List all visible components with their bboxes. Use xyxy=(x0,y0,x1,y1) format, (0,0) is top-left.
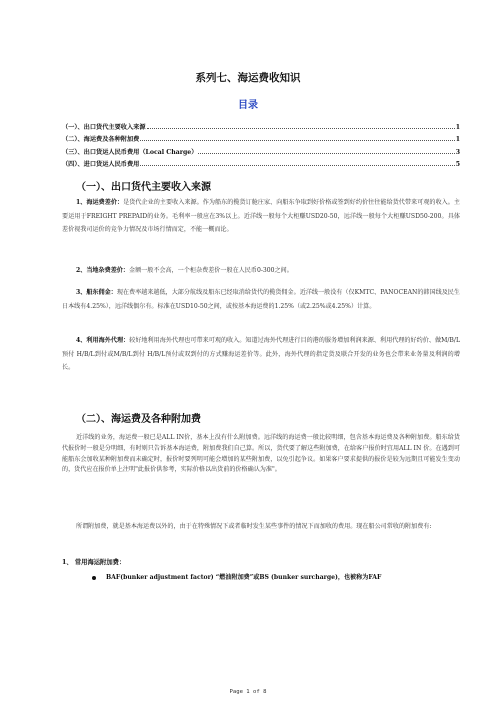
paragraph-surcharge-overview xyxy=(62,433,460,476)
toc-entry-label: （一）、出口货代主要收入来源 xyxy=(62,123,146,131)
toc-entry[interactable] xyxy=(62,143,460,156)
section-heading-income: （一）、出口货代主要收入来源 xyxy=(76,182,211,193)
paragraph-text: 现在费率越来越低，大部分航线及船东已经取消给货代的揽货佣金。近洋线一般没有（仅KMTC、PANOCEAN的韩国线及民生日本线有4.25%），远洋线偶尔有。标准在USD10-50之间，或按基本海运费的1.25%（或2.25%或4.25%）计算。 xyxy=(62,289,460,310)
toc-entry-label: （四）、进口货运人民币费用 xyxy=(62,161,140,168)
toc-entry-page: 1 xyxy=(455,136,460,143)
paragraph-carrier-commission xyxy=(62,286,460,313)
paragraph-label: 4、利用海外代理： xyxy=(76,337,130,344)
toc-heading: 目录 xyxy=(238,100,258,111)
paragraph-local-charges-margin xyxy=(62,264,460,278)
paragraph-label: 3、船东佣金： xyxy=(76,289,117,296)
toc-entry-page: 1 xyxy=(455,123,460,131)
toc-entry-page: 5 xyxy=(455,161,460,168)
section-heading-surcharges: （二）、海运费及各种附加费 xyxy=(76,414,201,425)
toc-entry-page: 3 xyxy=(455,148,460,156)
bullet-text: BAF(bunker adjustment factor) “燃油附加费”或BS (bunker surcharge)，也被称为FAF xyxy=(106,574,382,581)
paragraph-text: 近洋线的业务，海运费一般已是ALL IN价，基本上没有什么附加费。远洋线的海运费一般比较明细，包含基本海运费及各种附加费。船东给货代报价时一般是分明细，有时则只告诉基本海运费，附加费我们自己算。所以，货代要了解这些附加费，在给客户报价时宜用ALL IN 价。在遇到可能船东会加收某种附加费而未确定时，报价时要列明可能会增加的某些附加费，以免引起争议。如果客户要求提供的报价是较为远期且可能发生变动的，货代应在报价单上注明"此报价供参考，实际价格以出货前的价格确认为准"。 xyxy=(62,434,460,474)
paragraph-label: 2、当地杂费差价： xyxy=(76,267,129,274)
paragraph-text: 较好地利用海外代理也可带来可观的收入。知道过海外代理进行目的港的服务增加利润来源、利用代理的好约价、做M/B/L预付 H/B/L到付或M/B/L到付 H/B/L预付或双到付的方式赚海运差价等。此外，海外代理的指定货及联合开发的业务也会带来业务量及利润的增长。 xyxy=(62,337,460,372)
toc-leader-dots xyxy=(140,165,454,166)
paragraph-surcharge-definition xyxy=(62,522,460,533)
document-title: 系列七、海运费收知识 xyxy=(195,72,301,84)
paragraph-text: 金额一般不会高，一个柜杂费差价一般在人民币0-300之间。 xyxy=(129,267,293,274)
list-item-common-surcharges: 1、 常用海运附加费： xyxy=(62,559,126,566)
page-footer: Page 1 of 8 xyxy=(229,689,267,695)
toc-leader-dots xyxy=(198,153,454,154)
table-of-contents xyxy=(62,118,460,168)
paragraph-overseas-agents xyxy=(62,334,460,375)
toc-entry[interactable] xyxy=(62,118,460,131)
toc-leader-dots xyxy=(140,140,454,141)
toc-entry-label: （二）、海运费及各种附加费 xyxy=(62,136,140,143)
paragraph-text: 所谓附加费，就是基本海运费以外的，由于在特殊情况下或者临时发生某些事件的情况下而加收的费用。现在船公司常收的附加费有: xyxy=(76,523,432,530)
paragraph-label: 1、海运费差价： xyxy=(76,199,124,206)
paragraph-text: 是货代企业的主要收入来源。作为船东的揽货订舱庄家、向船东争取到好价格或签到好约价往往能给货代带来可观的收入。主要运用于FREIGHT PREPAID的业务。毛利率一般应在3%以上。近洋线一般每个大柜赚USD20-50，远洋线一般每个大柜赚USD50-200。具体差价视我司运价的竞争力情况及市场行情而定，不能一概而论。 xyxy=(62,199,460,234)
toc-entry[interactable] xyxy=(62,156,460,169)
paragraph-ocean-freight-margin xyxy=(62,196,460,237)
bullet-baf xyxy=(92,572,381,581)
toc-leader-dots xyxy=(147,128,455,129)
toc-entry-label: （三）、出口货运人民币费用（Local Charge） xyxy=(62,148,198,156)
bullet-dot-icon xyxy=(92,576,96,580)
toc-entry[interactable] xyxy=(62,131,460,144)
